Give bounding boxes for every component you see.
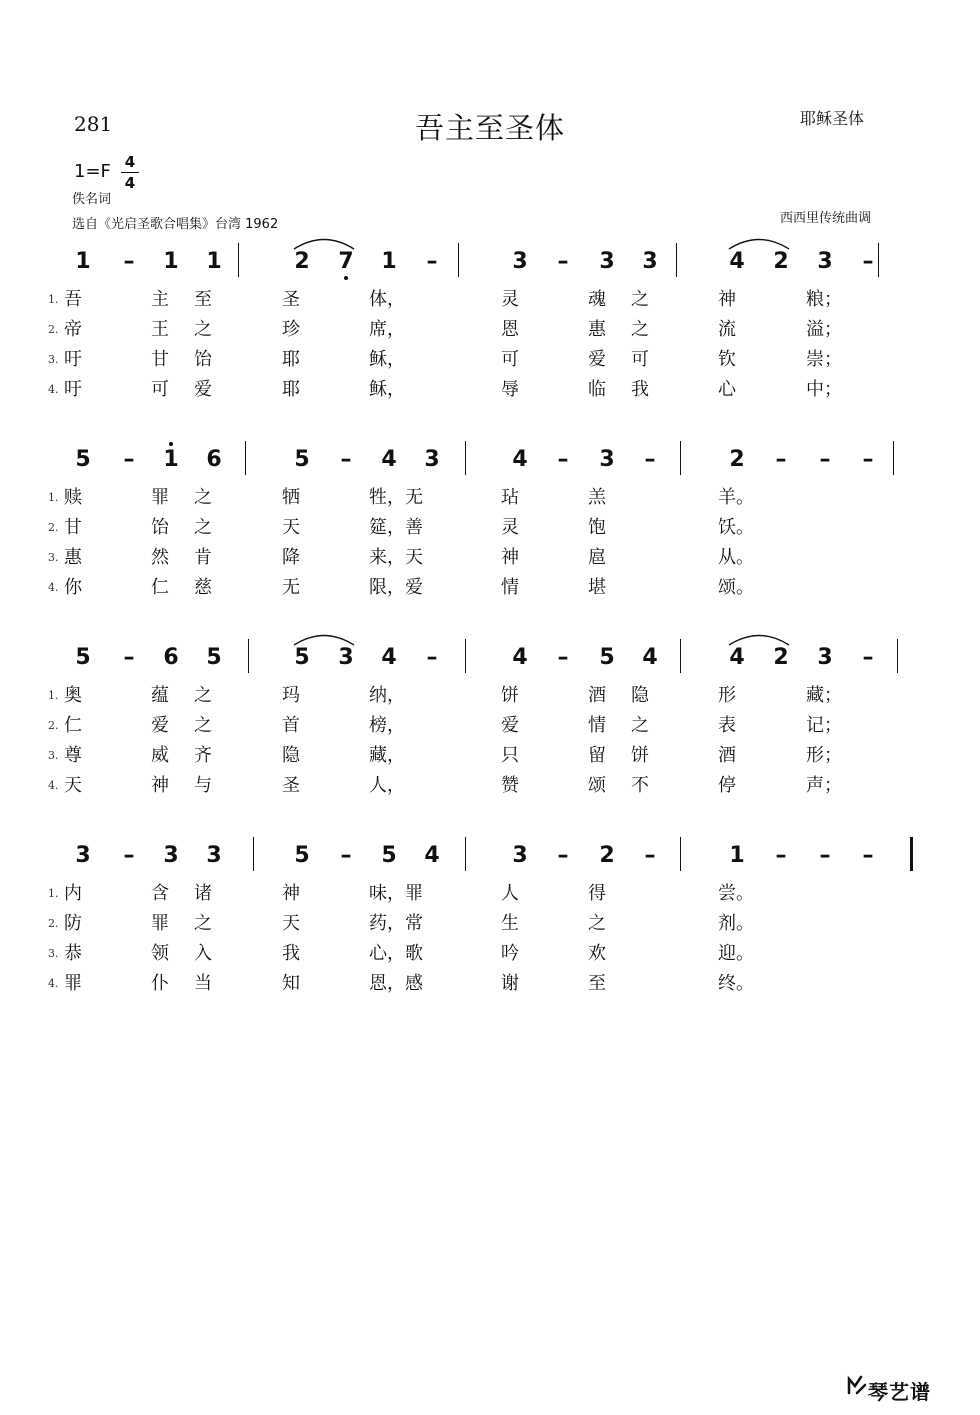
lyric-syllable: 堪 xyxy=(588,577,606,598)
slur xyxy=(291,236,357,250)
composer-credit: 西西里传统曲调 xyxy=(780,211,872,226)
lyric-syllable: 吾 xyxy=(64,289,82,310)
lyric-syllable: 临 xyxy=(588,379,606,400)
lyric-syllable: 天 xyxy=(282,913,300,934)
dash-note: – xyxy=(340,843,352,868)
lyric-syllable: 内 xyxy=(64,883,82,904)
lyric-syllable: 之 xyxy=(194,319,212,340)
lyric-syllable: 之 xyxy=(631,319,649,340)
slur xyxy=(726,236,792,250)
lyric-syllable: 仆 xyxy=(151,973,169,994)
note: 4 xyxy=(729,645,745,670)
lyric-syllable: 可 xyxy=(501,349,519,370)
lyric-syllable: 爱 xyxy=(194,379,212,400)
lyric-syllable: 流 xyxy=(718,319,736,340)
verse-number: 2. xyxy=(48,719,59,732)
score-system-1 xyxy=(0,249,980,439)
lyric-syllable: 我 xyxy=(282,943,300,964)
note: 3 xyxy=(163,843,179,868)
lyric-syllable: 降 xyxy=(282,547,300,568)
lyric-syllable: 稣， xyxy=(369,379,405,400)
lyric-syllable: 罪 xyxy=(151,487,169,508)
note: 5 xyxy=(381,843,397,868)
note: 3 xyxy=(817,249,833,274)
verse-number: 1. xyxy=(48,491,59,504)
dash-note: – xyxy=(123,645,135,670)
hymn-number: 281 xyxy=(74,112,113,136)
lyric-syllable: 欢 xyxy=(588,943,606,964)
dash-note: – xyxy=(862,447,874,472)
lyric-syllable: 之 xyxy=(631,289,649,310)
dash-note: – xyxy=(819,843,831,868)
verse-number: 2. xyxy=(48,323,59,336)
dash-note: – xyxy=(557,645,569,670)
lyric-syllable: 颂 xyxy=(588,775,606,796)
lyric-syllable: 限，爱 xyxy=(369,577,423,598)
score-system-4 xyxy=(0,843,980,1033)
dash-note: – xyxy=(862,645,874,670)
note: 1 xyxy=(206,249,222,274)
note: 5 xyxy=(294,843,310,868)
lyric-syllable: 形 xyxy=(718,685,736,706)
verse-number: 2. xyxy=(48,917,59,930)
lyric-syllable: 耶 xyxy=(282,349,300,370)
lyric-syllable: 扈 xyxy=(588,547,606,568)
verse-number: 1. xyxy=(48,689,59,702)
barline xyxy=(248,639,249,673)
note: 3 xyxy=(75,843,91,868)
note: 3 xyxy=(424,447,440,472)
note: 3 xyxy=(599,447,615,472)
lyric-syllable: 心，歌 xyxy=(369,943,423,964)
lyric-syllable: 人 xyxy=(501,883,519,904)
lyric-syllable: 可 xyxy=(631,349,649,370)
lyric-syllable: 主 xyxy=(151,289,169,310)
lyric-syllable: 味，罪 xyxy=(369,883,423,904)
lyric-syllable: 你 xyxy=(64,577,82,598)
lyric-syllable: 赞 xyxy=(501,775,519,796)
lyric-syllable: 心 xyxy=(718,379,736,400)
source-credit: 选自《光启圣歌合唱集》台湾 1962 xyxy=(72,217,279,232)
barline xyxy=(238,243,239,277)
note: 3 xyxy=(817,645,833,670)
verse-number: 4. xyxy=(48,581,59,594)
note: 7 xyxy=(338,249,354,274)
note: 3 xyxy=(338,645,354,670)
dash-note: – xyxy=(862,249,874,274)
lyric-syllable: 藏， xyxy=(369,745,405,766)
lyric-syllable: 留 xyxy=(588,745,606,766)
lyric-syllable: 灵 xyxy=(501,289,519,310)
note: 4 xyxy=(729,249,745,274)
dash-note: – xyxy=(123,843,135,868)
lyric-syllable: 至 xyxy=(588,973,606,994)
verse-number: 3. xyxy=(48,947,59,960)
note: 5 xyxy=(294,645,310,670)
lyric-syllable: 玷 xyxy=(501,487,519,508)
dash-note: – xyxy=(557,843,569,868)
barline xyxy=(458,243,459,277)
lyric-syllable: 记； xyxy=(806,715,842,736)
lyric-syllable: 圣 xyxy=(282,775,300,796)
lyric-syllable: 饫。 xyxy=(718,517,754,538)
lyric-syllable: 赎 xyxy=(64,487,82,508)
verse-number: 3. xyxy=(48,551,59,564)
lyric-syllable: 不 xyxy=(631,775,649,796)
dash-note: – xyxy=(644,447,656,472)
lyric-syllable: 停 xyxy=(718,775,736,796)
lyric-syllable: 中； xyxy=(806,379,842,400)
lyric-syllable: 入 xyxy=(194,943,212,964)
lyric-syllable: 之 xyxy=(194,517,212,538)
note: 1 xyxy=(75,249,91,274)
note: 2 xyxy=(294,249,310,274)
lyric-syllable: 含 xyxy=(151,883,169,904)
lyric-syllable: 颂。 xyxy=(718,577,754,598)
dash-note: – xyxy=(819,447,831,472)
lyric-syllable: 剂。 xyxy=(718,913,754,934)
dash-note: – xyxy=(426,249,438,274)
note: 4 xyxy=(381,447,397,472)
lyric-syllable: 钦 xyxy=(718,349,736,370)
lyric-syllable: 爱 xyxy=(588,349,606,370)
lyric-syllable: 至 xyxy=(194,289,212,310)
lyric-syllable: 终。 xyxy=(718,973,754,994)
verse-number: 2. xyxy=(48,521,59,534)
lyric-syllable: 甘 xyxy=(151,349,169,370)
lyric-syllable: 情 xyxy=(501,577,519,598)
lyric-syllable: 榜， xyxy=(369,715,405,736)
lyric-syllable: 肯 xyxy=(194,547,212,568)
lyric-syllable: 饼 xyxy=(631,745,649,766)
lyric-syllable: 之 xyxy=(194,715,212,736)
dash-note: – xyxy=(340,447,352,472)
dash-note: – xyxy=(557,249,569,274)
note: 4 xyxy=(512,645,528,670)
dash-note: – xyxy=(557,447,569,472)
lyric-syllable: 吁 xyxy=(64,349,82,370)
slur xyxy=(291,632,357,646)
note: 1 xyxy=(163,249,179,274)
lyric-syllable: 惠 xyxy=(588,319,606,340)
lyric-syllable: 辱 xyxy=(501,379,519,400)
barline xyxy=(465,441,466,475)
score-system-3 xyxy=(0,645,980,835)
time-signature-top: 4 xyxy=(124,153,136,171)
lyric-syllable: 形； xyxy=(806,745,842,766)
slur-curve xyxy=(729,240,789,250)
note: 2 xyxy=(773,249,789,274)
verse-number: 4. xyxy=(48,779,59,792)
lyric-syllable: 来，天 xyxy=(369,547,423,568)
note: 3 xyxy=(642,249,658,274)
lyric-syllable: 迎。 xyxy=(718,943,754,964)
lyric-syllable: 吟 xyxy=(501,943,519,964)
lyric-syllable: 灵 xyxy=(501,517,519,538)
lyric-syllable: 耶 xyxy=(282,379,300,400)
lyric-syllable: 崇； xyxy=(806,349,842,370)
note: 3 xyxy=(599,249,615,274)
lyric-syllable: 罪 xyxy=(151,913,169,934)
note: 5 xyxy=(75,447,91,472)
lyric-syllable: 之 xyxy=(194,685,212,706)
lyric-syllable: 隐 xyxy=(282,745,300,766)
lyric-syllable: 牲，无 xyxy=(369,487,423,508)
lyric-syllable: 尊 xyxy=(64,745,82,766)
lyric-syllable: 稣， xyxy=(369,349,405,370)
lyric-syllable: 神 xyxy=(151,775,169,796)
dash-note: – xyxy=(123,249,135,274)
lyric-syllable: 爱 xyxy=(151,715,169,736)
note: 5 xyxy=(206,645,222,670)
note: 6 xyxy=(206,447,222,472)
barline xyxy=(897,639,898,673)
lyric-syllable: 声； xyxy=(806,775,842,796)
lyric-syllable: 粮； xyxy=(806,289,842,310)
lyric-syllable: 防 xyxy=(64,913,82,934)
lyric-syllable: 齐 xyxy=(194,745,212,766)
lyric-syllable: 之 xyxy=(631,715,649,736)
lyric-syllable: 饴 xyxy=(194,349,212,370)
barline xyxy=(253,837,254,871)
verse-number: 3. xyxy=(48,353,59,366)
lyric-syllable: 慈 xyxy=(194,577,212,598)
barline xyxy=(878,243,879,277)
lyric-syllable: 纳， xyxy=(369,685,405,706)
verse-number: 1. xyxy=(48,293,59,306)
lyric-syllable: 我 xyxy=(631,379,649,400)
lyric-syllable: 之 xyxy=(194,913,212,934)
lyric-syllable: 从。 xyxy=(718,547,754,568)
barline xyxy=(680,441,681,475)
lyric-syllable: 只 xyxy=(501,745,519,766)
lyric-syllable: 饴 xyxy=(151,517,169,538)
lyric-syllable: 天 xyxy=(64,775,82,796)
dash-note: – xyxy=(775,447,787,472)
note: 3 xyxy=(512,843,528,868)
barline xyxy=(680,639,681,673)
barline xyxy=(676,243,677,277)
lyric-syllable: 仁 xyxy=(64,715,82,736)
lyric-syllable: 藏； xyxy=(806,685,842,706)
page-title: 吾主至圣体 xyxy=(414,111,565,145)
lyric-syllable: 惠 xyxy=(64,547,82,568)
lyric-syllable: 之 xyxy=(194,487,212,508)
lyric-syllable: 诸 xyxy=(194,883,212,904)
note: 5 xyxy=(294,447,310,472)
lyric-syllable: 谢 xyxy=(501,973,519,994)
lyric-syllable: 恭 xyxy=(64,943,82,964)
lyric-syllable: 奥 xyxy=(64,685,82,706)
note: 6 xyxy=(163,645,179,670)
barline xyxy=(680,837,681,871)
lyric-syllable: 魂 xyxy=(588,289,606,310)
final-barline xyxy=(910,837,913,871)
note: 2 xyxy=(729,447,745,472)
verse-number: 4. xyxy=(48,977,59,990)
octave-down-dot xyxy=(344,276,348,280)
note: 1 xyxy=(381,249,397,274)
barline xyxy=(465,837,466,871)
slur-curve xyxy=(294,240,354,250)
lyric-syllable: 人， xyxy=(369,775,405,796)
lyric-syllable: 珍 xyxy=(282,319,300,340)
lyric-syllable: 当 xyxy=(194,973,212,994)
lyric-syllable: 药，常 xyxy=(369,913,423,934)
note: 3 xyxy=(512,249,528,274)
note: 3 xyxy=(206,843,222,868)
lyric-syllable: 席， xyxy=(369,319,405,340)
watermark-text: 琴艺谱 xyxy=(868,1380,931,1404)
lyric-syllable: 羊。 xyxy=(718,487,754,508)
slur-curve xyxy=(729,636,789,646)
lyric-syllable: 神 xyxy=(501,547,519,568)
lyric-syllable: 之 xyxy=(588,913,606,934)
lyric-syllable: 体， xyxy=(369,289,405,310)
note: 1 xyxy=(163,447,179,472)
lyric-syllable: 恩 xyxy=(501,319,519,340)
note: 5 xyxy=(599,645,615,670)
lyric-syllable: 生 xyxy=(501,913,519,934)
lyric-syllable: 饱 xyxy=(588,517,606,538)
lyric-syllable: 爱 xyxy=(501,715,519,736)
dash-note: – xyxy=(426,645,438,670)
lyric-syllable: 玛 xyxy=(282,685,300,706)
lyric-syllable: 牺 xyxy=(282,487,300,508)
note: 2 xyxy=(773,645,789,670)
lyricist-credit: 佚名词 xyxy=(72,192,112,207)
lyric-syllable: 神 xyxy=(282,883,300,904)
lyric-syllable: 然 xyxy=(151,547,169,568)
barline xyxy=(245,441,246,475)
verse-number: 1. xyxy=(48,887,59,900)
lyric-syllable: 表 xyxy=(718,715,736,736)
lyric-syllable: 与 xyxy=(194,775,212,796)
note: 4 xyxy=(512,447,528,472)
note: 1 xyxy=(729,843,745,868)
lyric-syllable: 溢； xyxy=(806,319,842,340)
time-signature xyxy=(121,153,139,192)
lyric-syllable: 王 xyxy=(151,319,169,340)
lyric-syllable: 无 xyxy=(282,577,300,598)
verse-number: 4. xyxy=(48,383,59,396)
barline xyxy=(465,639,466,673)
note: 4 xyxy=(642,645,658,670)
dash-note: – xyxy=(775,843,787,868)
note: 4 xyxy=(381,645,397,670)
lyric-syllable: 隐 xyxy=(631,685,649,706)
category-label: 耶稣圣体 xyxy=(800,109,865,128)
lyric-syllable: 知 xyxy=(282,973,300,994)
octave-up-dot xyxy=(169,442,173,446)
lyric-syllable: 神 xyxy=(718,289,736,310)
lyric-syllable: 仁 xyxy=(151,577,169,598)
note: 5 xyxy=(75,645,91,670)
verse-number: 3. xyxy=(48,749,59,762)
lyric-syllable: 筵，善 xyxy=(369,517,423,538)
key-signature: 1=F xyxy=(74,161,111,182)
dash-note: – xyxy=(644,843,656,868)
lyric-syllable: 天 xyxy=(282,517,300,538)
lyric-syllable: 威 xyxy=(151,745,169,766)
note: 2 xyxy=(599,843,615,868)
lyric-syllable: 罪 xyxy=(64,973,82,994)
lyric-syllable: 首 xyxy=(282,715,300,736)
lyric-syllable: 酒 xyxy=(718,745,736,766)
lyric-syllable: 吁 xyxy=(64,379,82,400)
lyric-syllable: 圣 xyxy=(282,289,300,310)
lyric-syllable: 蕴 xyxy=(151,685,169,706)
lyric-syllable: 得 xyxy=(588,883,606,904)
dash-note: – xyxy=(862,843,874,868)
lyric-syllable: 尝。 xyxy=(718,883,754,904)
lyric-syllable: 领 xyxy=(151,943,169,964)
lyric-syllable: 帝 xyxy=(64,319,82,340)
watermark-logo-icon xyxy=(846,1374,868,1401)
barline xyxy=(893,441,894,475)
lyric-syllable: 情 xyxy=(588,715,606,736)
slur-curve xyxy=(294,636,354,646)
lyric-syllable: 饼 xyxy=(501,685,519,706)
lyric-syllable: 羔 xyxy=(588,487,606,508)
score-system-2 xyxy=(0,447,980,637)
lyric-syllable: 可 xyxy=(151,379,169,400)
lyric-syllable: 酒 xyxy=(588,685,606,706)
time-signature-bottom: 4 xyxy=(124,174,136,192)
note: 4 xyxy=(424,843,440,868)
lyric-syllable: 恩，感 xyxy=(369,973,423,994)
dash-note: – xyxy=(123,447,135,472)
slur xyxy=(726,632,792,646)
lyric-syllable: 甘 xyxy=(64,517,82,538)
